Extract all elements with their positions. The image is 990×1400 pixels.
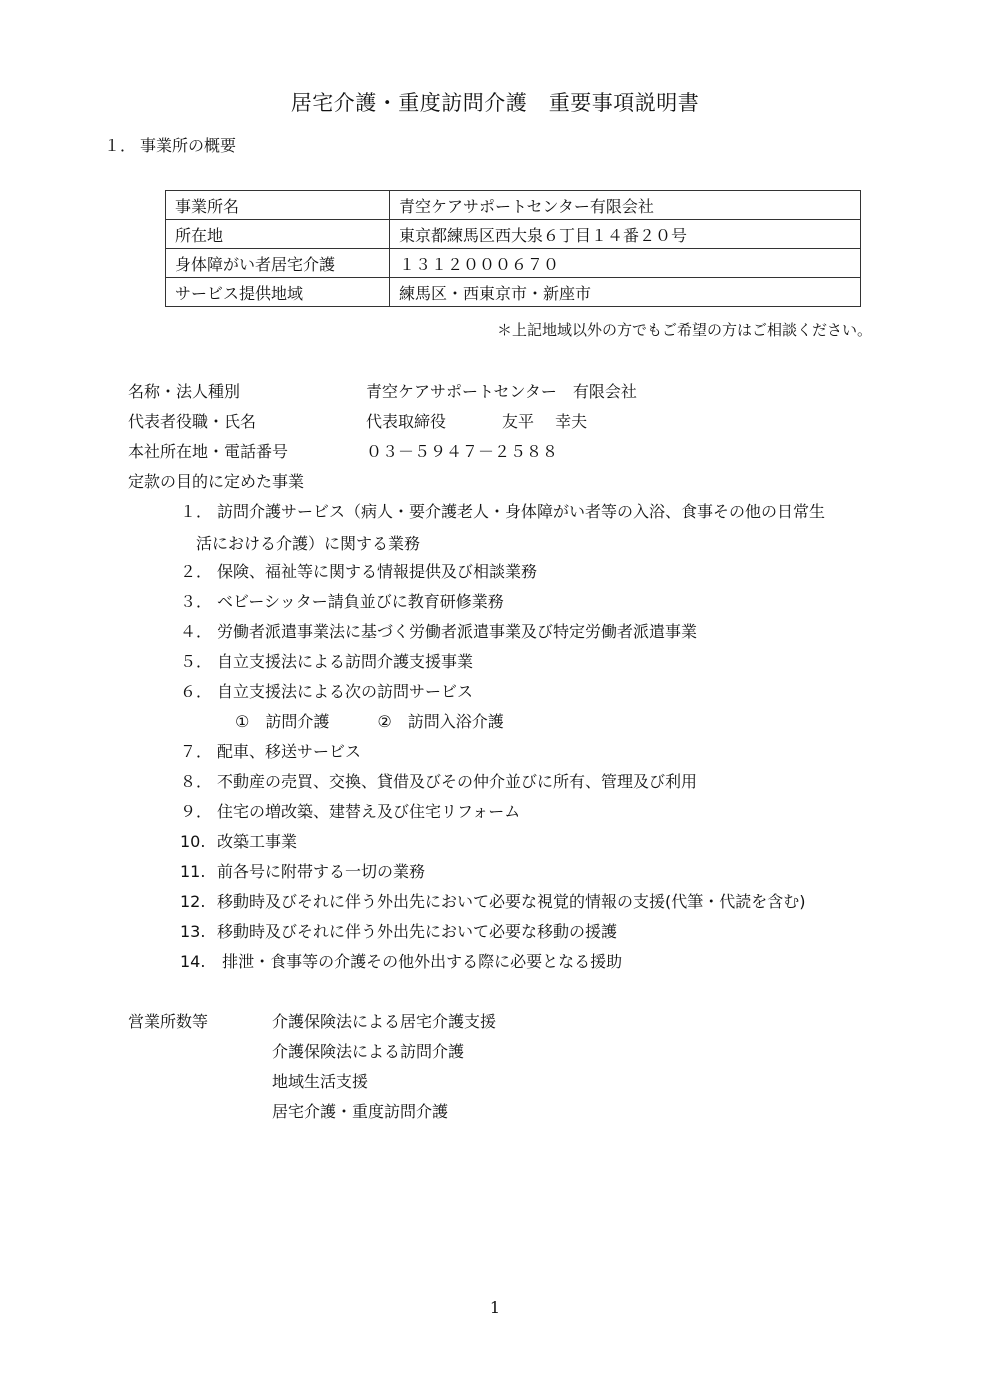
list-item — [180, 679, 930, 702]
table-cell-value: 青空ケアサポートセンター有限会社 — [390, 191, 861, 220]
table-cell-label: 所在地 — [166, 220, 390, 249]
table-cell-label: サービス提供地域 — [166, 278, 390, 307]
list-item — [180, 919, 930, 942]
item-text: ベビーシッター請負並びに教育研修業務 — [217, 592, 504, 611]
table-cell-label: 事業所名 — [166, 191, 390, 220]
sub-service-item: ② 訪問入浴介護 — [377, 712, 504, 731]
representative-label: 代表者役職・氏名 — [128, 412, 257, 431]
table-row — [166, 220, 861, 249]
table-row — [166, 249, 861, 278]
corp-name-value: 青空ケアサポートセンター 有限会社 — [366, 382, 637, 401]
item-number: 10. — [180, 832, 206, 851]
office-item: 介護保険法による訪問介護 — [272, 1042, 465, 1061]
item-text: 保険、福祉等に関する情報提供及び相談業務 — [217, 562, 538, 581]
item-text: 移動時及びそれに伴う外出先において必要な移動の援護 — [217, 922, 618, 941]
sub-service-list — [235, 709, 504, 732]
list-item — [180, 649, 930, 672]
item-text: 自立支援法による次の訪問サービス — [217, 682, 474, 701]
item-text: 労働者派遣事業法に基づく労働者派遣事業及び特定労働者派遣事業 — [217, 622, 698, 641]
item-number: 13. — [180, 922, 206, 941]
item-text: 前各号に附帯する一切の業務 — [217, 862, 426, 881]
item-text: 訪問介護サービス（病人・要介護老人・身体障がい者等の入浴、食事その他の日常生 — [217, 502, 826, 521]
document-title: 居宅介護・重度訪問介護 重要事項説明書 — [290, 91, 700, 115]
overview-table — [165, 190, 861, 307]
item-text: 自立支援法による訪問介護支援事業 — [217, 652, 474, 671]
representative-row — [128, 409, 587, 432]
item-text-continued: 活における介護）に関する業務 — [196, 534, 421, 553]
list-item — [180, 499, 930, 554]
list-item — [180, 559, 930, 582]
table-row — [166, 278, 861, 307]
item-number: 11. — [180, 862, 206, 881]
list-item — [180, 769, 930, 792]
table-row — [166, 191, 861, 220]
representative-name: 友平 幸夫 — [502, 412, 588, 431]
item-number: ４． — [180, 622, 213, 641]
page-number: 1 — [489, 1298, 501, 1317]
item-number: ６． — [180, 682, 213, 701]
headquarters-phone: ０３－５９４７－２５８８ — [366, 442, 559, 461]
table-cell-label: 身体障がい者居宅介護 — [166, 249, 390, 278]
headquarters-label: 本社所在地・電話番号 — [128, 442, 289, 461]
representative-title: 代表取締役 — [366, 412, 447, 431]
office-item: 介護保険法による居宅介護支援 — [272, 1012, 497, 1031]
office-item: 地域生活支援 — [272, 1072, 369, 1091]
list-item — [180, 859, 930, 882]
item-text: 排泄・食事等の介護その他外出する際に必要となる援助 — [217, 952, 623, 971]
table-cell-value: １３１２０００６７０ — [390, 249, 861, 278]
item-number: ７． — [180, 742, 213, 761]
section-number: １． — [104, 136, 137, 155]
item-text: 配車、移送サービス — [217, 742, 362, 761]
item-number: 14. — [180, 952, 206, 971]
item-number: ２． — [180, 562, 213, 581]
table-cell-value: 東京都練馬区西大泉６丁目１４番２０号 — [390, 220, 861, 249]
list-item — [180, 589, 930, 612]
item-number: ３． — [180, 592, 213, 611]
item-number: ８． — [180, 772, 213, 791]
corp-name-row — [128, 379, 637, 402]
list-item — [180, 799, 930, 822]
table-cell-value: 練馬区・西東京市・新座市 — [390, 278, 861, 307]
office-item: 居宅介護・重度訪問介護 — [272, 1102, 449, 1121]
item-number: １． — [180, 502, 213, 521]
item-text: 改築工事業 — [217, 832, 298, 851]
list-item — [180, 829, 930, 852]
item-number: 12. — [180, 892, 206, 911]
item-text: 移動時及びそれに伴う外出先において必要な視覚的情報の支援(代筆・代読を含む) — [217, 892, 806, 911]
offices-label: 営業所数等 — [128, 1012, 209, 1031]
item-number: ５． — [180, 652, 213, 671]
item-text: 不動産の売買、交換、貸借及びその仲介並びに所有、管理及び利用 — [217, 772, 698, 791]
purpose-heading: 定款の目的に定めた事業 — [128, 472, 305, 491]
area-note: ＊上記地域以外の方でもご希望の方はご相談ください。 — [496, 321, 872, 339]
section-heading-text: 事業所の概要 — [140, 136, 237, 155]
list-item — [180, 739, 930, 762]
sub-service-item: ① 訪問介護 — [235, 712, 330, 731]
list-item — [180, 949, 930, 972]
corp-name-label: 名称・法人種別 — [128, 382, 241, 401]
item-number: ９． — [180, 802, 213, 821]
section-heading — [104, 133, 236, 156]
list-item — [180, 889, 930, 912]
item-text: 住宅の増改築、建替え及び住宅リフォーム — [217, 802, 521, 821]
headquarters-row — [128, 439, 558, 462]
list-item — [180, 619, 930, 642]
